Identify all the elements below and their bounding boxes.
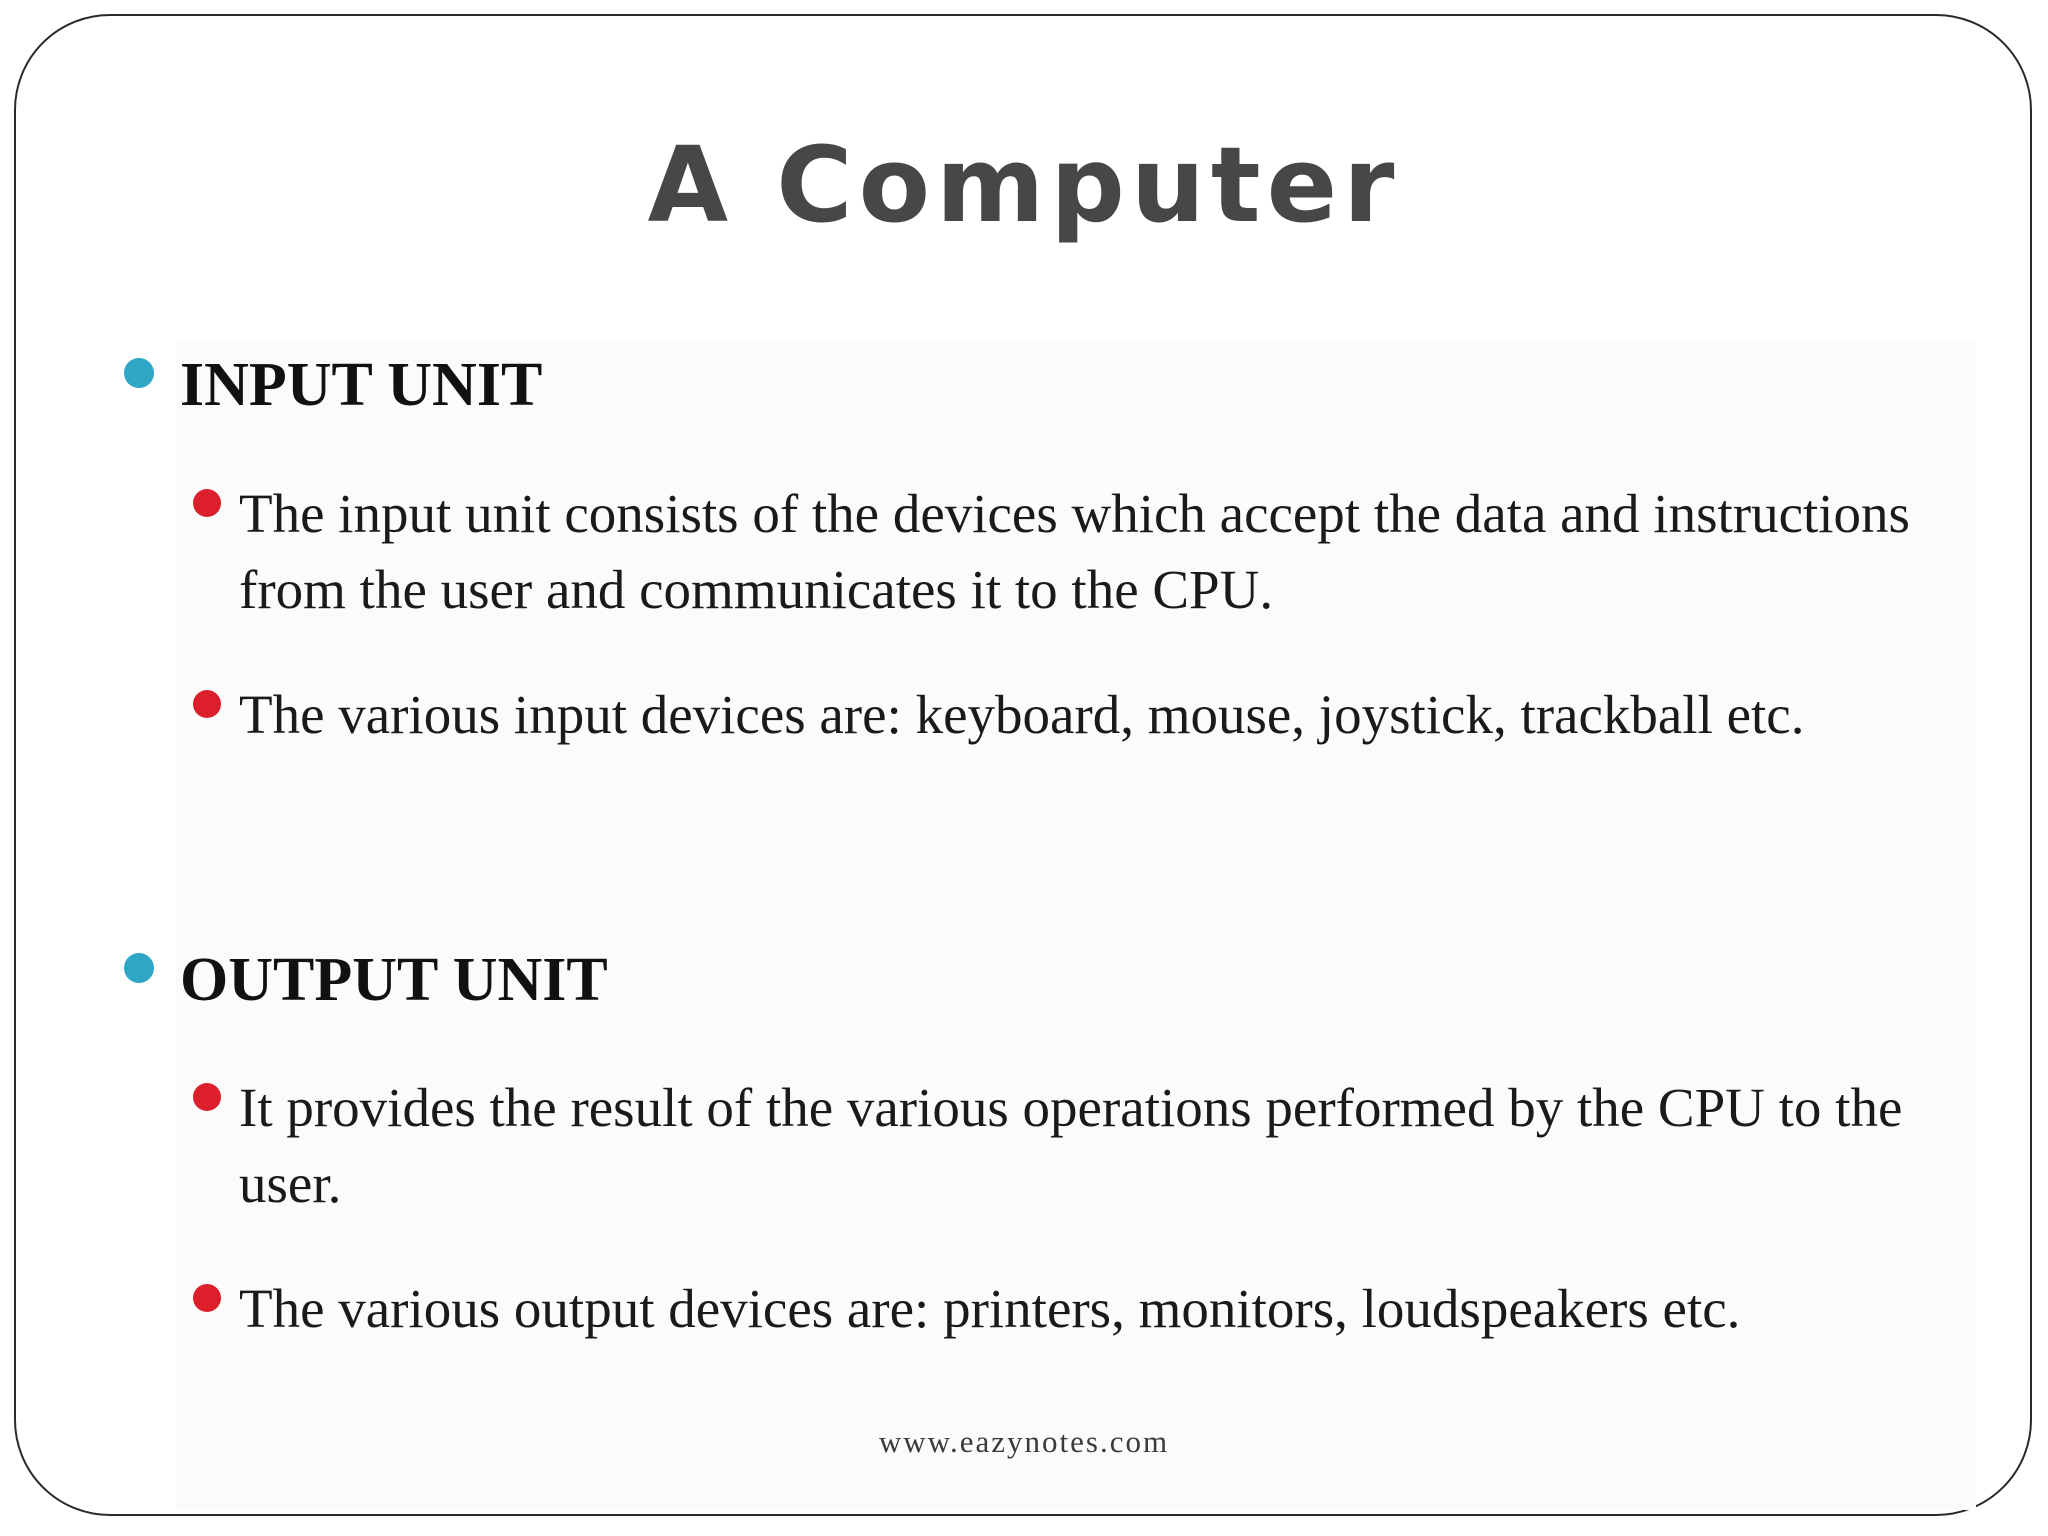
list-item: The input unit consists of the devices which accept the data and instructions from the user and communicates it to the CPU. (239, 483, 1910, 620)
footer-url: www.eazynotes.com (878, 1424, 1170, 1459)
list-bullet-icon (193, 690, 221, 718)
page-title: A Computer (647, 124, 1401, 246)
list-bullet-icon (193, 489, 221, 517)
list-item: It provides the result of the various operations performed by the CPU to the user. (239, 1077, 1903, 1214)
section-heading: OUTPUT UNIT (180, 946, 608, 1014)
list-item: The various output devices are: printers, monitors, loudspeakers etc. (239, 1278, 1741, 1339)
list-bullet-icon (193, 1083, 221, 1111)
section-heading: INPUT UNIT (180, 351, 543, 419)
section-bullet-icon (124, 953, 154, 983)
list-bullet-icon (193, 1284, 221, 1312)
section-bullet-icon (124, 358, 154, 388)
list-item: The various input devices are: keyboard, mouse, joystick, trackball etc. (239, 684, 1805, 745)
